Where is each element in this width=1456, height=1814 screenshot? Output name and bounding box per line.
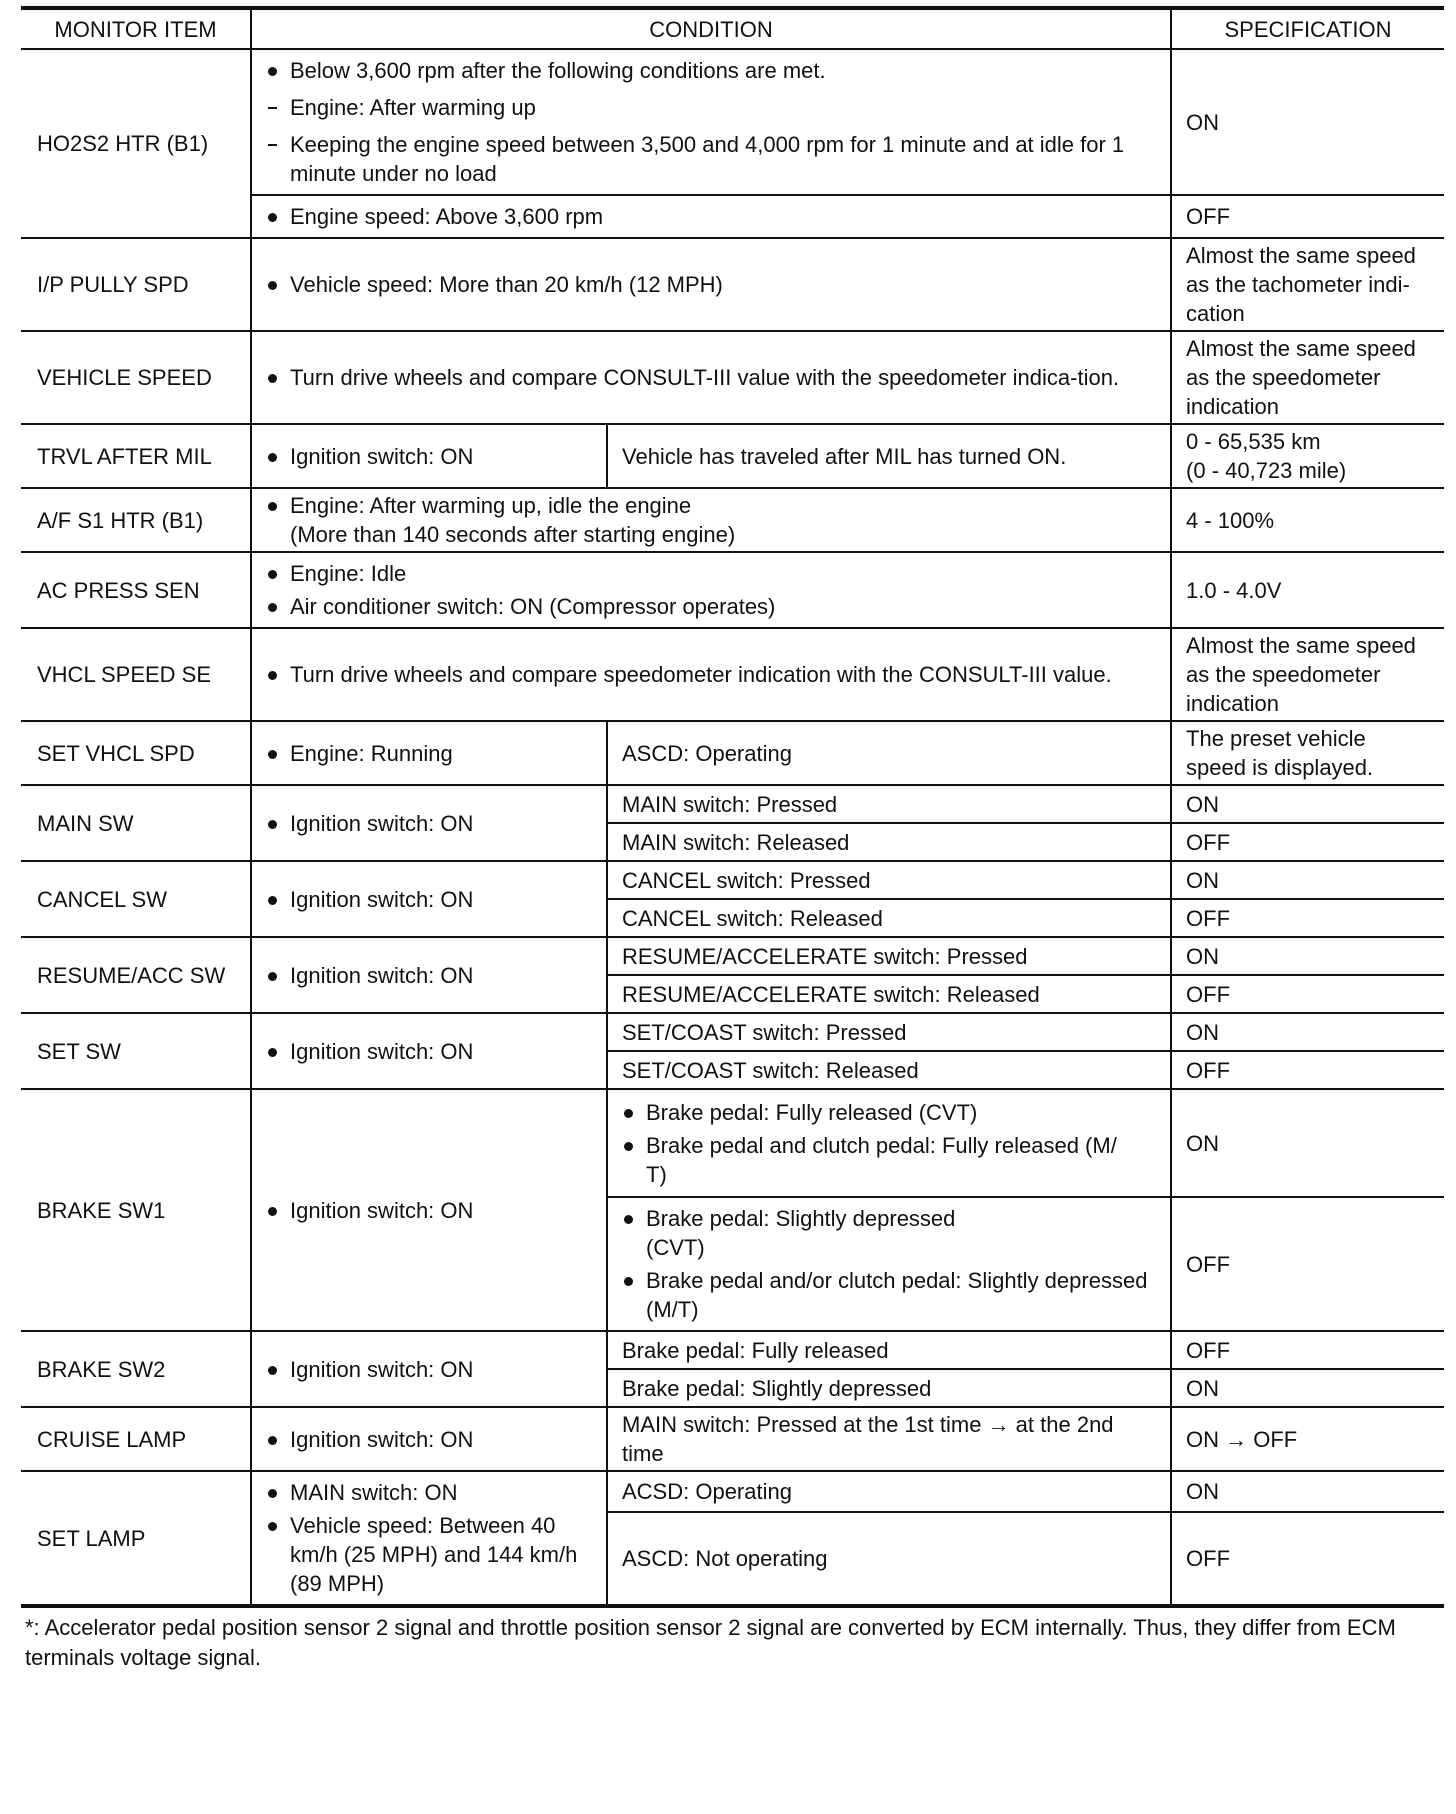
condition-bullet: Below 3,600 rpm after the following conditions are met.	[266, 56, 1156, 85]
specification-cell: 1.0 - 4.0V	[1171, 552, 1444, 628]
specification-cell: OFF	[1171, 899, 1444, 937]
monitor-item: BRAKE SW2	[21, 1331, 251, 1407]
condition-bullet: Ignition switch: ON	[266, 1196, 592, 1225]
header-condition: CONDITION	[251, 8, 1171, 49]
spec-line: (0 - 40,723 mile)	[1186, 458, 1347, 483]
condition-bullet: Vehicle speed: More than 20 km/h (12 MPH)	[266, 270, 1156, 299]
specification-cell	[1171, 424, 1444, 488]
condition-bullet	[622, 1204, 1156, 1262]
specification-cell: ON	[1171, 1013, 1444, 1051]
specification-cell: ON	[1171, 1471, 1444, 1512]
specification-cell: ON	[1171, 1089, 1444, 1197]
header-monitor-item: MONITOR ITEM	[21, 8, 251, 49]
condition-cell	[251, 785, 607, 861]
condition-detail-cell: CANCEL switch: Released	[607, 899, 1171, 937]
specification-cell: Almost the same speed as the speedometer indication	[1171, 628, 1444, 721]
table-row	[21, 49, 1444, 195]
table-row	[21, 861, 1444, 899]
condition-bullet: Brake pedal and/or clutch pedal: Slightly depressed (M/T)	[622, 1266, 1156, 1324]
condition-bullet: Turn drive wheels and compare CONSULT-III value with the speedometer indica-tion.	[266, 363, 1156, 392]
condition-cell	[251, 1089, 607, 1331]
condition-line: Brake pedal: Slightly depressed	[646, 1206, 956, 1231]
condition-bullet: Ignition switch: ON	[266, 809, 592, 838]
condition-cell	[251, 1407, 607, 1471]
spec-line: 0 - 65,535 km	[1186, 429, 1321, 454]
condition-cell	[251, 861, 607, 937]
table-row	[21, 424, 1444, 488]
table-row	[21, 1013, 1444, 1051]
condition-bullet: Turn drive wheels and compare speedometer indication with the CONSULT-III value.	[266, 660, 1156, 689]
table-row	[21, 721, 1444, 785]
condition-detail-cell: SET/COAST switch: Pressed	[607, 1013, 1171, 1051]
table-row	[21, 238, 1444, 331]
condition-cell	[251, 628, 1171, 721]
condition-cell	[251, 49, 1171, 195]
specification-cell: OFF	[1171, 823, 1444, 861]
condition-bullet: Ignition switch: ON	[266, 1425, 592, 1454]
monitor-item: CANCEL SW	[21, 861, 251, 937]
condition-detail-cell: Brake pedal: Slightly depressed	[607, 1369, 1171, 1407]
condition-bullet	[622, 1131, 1156, 1189]
monitor-item: A/F S1 HTR (B1)	[21, 488, 251, 552]
document-page	[21, 6, 1444, 1673]
table-row	[21, 1331, 1444, 1369]
condition-bullet: Ignition switch: ON	[266, 961, 592, 990]
condition-detail-cell: RESUME/ACCELERATE switch: Released	[607, 975, 1171, 1013]
condition-bullet: Engine: Idle	[266, 559, 1156, 588]
condition-detail-cell: ASCD: Not operating	[607, 1512, 1171, 1606]
specification-cell: OFF	[1171, 1512, 1444, 1606]
table-row	[21, 785, 1444, 823]
condition-line: Brake pedal and clutch pedal: Fully released (M/	[646, 1132, 1117, 1158]
monitor-item: AC PRESS SEN	[21, 552, 251, 628]
table-row	[21, 937, 1444, 975]
header-specification: SPECIFICATION	[1171, 8, 1444, 49]
table-row	[21, 628, 1444, 721]
monitor-item: HO2S2 HTR (B1)	[21, 49, 251, 238]
monitor-item: SET LAMP	[21, 1471, 251, 1606]
specification-cell: ON	[1171, 937, 1444, 975]
condition-cell	[251, 238, 1171, 331]
specification-cell: OFF	[1171, 195, 1444, 238]
specification-cell: OFF	[1171, 1197, 1444, 1331]
condition-detail-cell	[607, 1197, 1171, 1331]
monitor-item: RESUME/ACC SW	[21, 937, 251, 1013]
monitor-item: CRUISE LAMP	[21, 1407, 251, 1471]
specification-cell: OFF	[1171, 975, 1444, 1013]
condition-cell	[251, 721, 607, 785]
table-row	[21, 1471, 1444, 1512]
specification-cell: OFF	[1171, 1051, 1444, 1089]
specification-cell: ON	[1171, 1369, 1444, 1407]
condition-line: Engine: After warming up, idle the engine	[290, 493, 692, 518]
condition-line: (More than 140 seconds after starting engine)	[290, 522, 736, 547]
condition-bullet: Ignition switch: ON	[266, 442, 592, 471]
condition-bullet: Air conditioner switch: ON (Compressor operates)	[266, 592, 1156, 621]
monitor-item: SET VHCL SPD	[21, 721, 251, 785]
condition-detail-cell: SET/COAST switch: Released	[607, 1051, 1171, 1089]
monitor-item: BRAKE SW1	[21, 1089, 251, 1331]
table-row	[21, 331, 1444, 424]
monitor-item: TRVL AFTER MIL	[21, 424, 251, 488]
condition-cell	[251, 1331, 607, 1407]
footnote: *: Accelerator pedal position sensor 2 signal and throttle position sensor 2 signal are converted by ECM internally. Thus, they differ from ECM terminals voltage signal.	[25, 1615, 1396, 1670]
specification-cell: ON	[1171, 861, 1444, 899]
condition-bullet	[266, 491, 1156, 549]
table-row	[21, 552, 1444, 628]
monitor-item: I/P PULLY SPD	[21, 238, 251, 331]
condition-bullet: Engine: Running	[266, 739, 592, 768]
condition-bullet: Vehicle speed: Between 40 km/h (25 MPH) and 144 km/h (89 MPH)	[266, 1511, 592, 1598]
monitor-item: VHCL SPEED SE	[21, 628, 251, 721]
condition-line: (CVT)	[646, 1235, 705, 1260]
condition-detail-cell: CANCEL switch: Pressed	[607, 861, 1171, 899]
condition-cell	[251, 488, 1171, 552]
condition-line: T)	[646, 1161, 667, 1187]
monitor-item-table	[21, 6, 1444, 1608]
condition-cell	[251, 195, 1171, 238]
monitor-item: SET SW	[21, 1013, 251, 1089]
specification-cell: The preset vehicle speed is displayed.	[1171, 721, 1444, 785]
condition-detail-cell: RESUME/ACCELERATE switch: Pressed	[607, 937, 1171, 975]
condition-detail-cell: ACSD: Operating	[607, 1471, 1171, 1512]
condition-bullet: Brake pedal: Fully released (CVT)	[622, 1098, 1156, 1127]
condition-detail-cell: MAIN switch: Released	[607, 823, 1171, 861]
monitor-item: MAIN SW	[21, 785, 251, 861]
condition-bullet: Engine speed: Above 3,600 rpm	[266, 202, 1156, 231]
specification-cell: Almost the same speed as the speedometer indication	[1171, 331, 1444, 424]
specification-cell: ON → OFF	[1171, 1407, 1444, 1471]
condition-bullet: Ignition switch: ON	[266, 1037, 592, 1066]
condition-cell	[251, 1471, 607, 1606]
specification-cell: ON	[1171, 785, 1444, 823]
condition-detail-cell: Vehicle has traveled after MIL has turned ON.	[607, 424, 1171, 488]
table-row	[21, 1089, 1444, 1197]
condition-detail-cell: ASCD: Operating	[607, 721, 1171, 785]
specification-cell: ON	[1171, 49, 1444, 195]
table-row	[21, 488, 1444, 552]
condition-cell	[251, 937, 607, 1013]
condition-bullet: Ignition switch: ON	[266, 1355, 592, 1384]
condition-dash: Engine: After warming up	[266, 93, 1156, 122]
specification-cell: 4 - 100%	[1171, 488, 1444, 552]
condition-cell	[251, 1013, 607, 1089]
condition-cell	[251, 331, 1171, 424]
condition-cell	[251, 552, 1171, 628]
condition-detail-cell: MAIN switch: Pressed at the 1st time → at the 2nd time	[607, 1407, 1171, 1471]
condition-bullet: MAIN switch: ON	[266, 1478, 592, 1507]
condition-dash: Keeping the engine speed between 3,500 and 4,000 rpm for 1 minute and at idle for 1 minute under no load	[266, 130, 1156, 188]
condition-cell	[251, 424, 607, 488]
table-row	[21, 1407, 1444, 1471]
condition-bullet: Ignition switch: ON	[266, 885, 592, 914]
table-header-row	[21, 8, 1444, 49]
condition-detail-cell: Brake pedal: Fully released	[607, 1331, 1171, 1369]
specification-cell: Almost the same speed as the tachometer indi-cation	[1171, 238, 1444, 331]
condition-detail-cell	[607, 1089, 1171, 1197]
specification-cell: OFF	[1171, 1331, 1444, 1369]
monitor-item: VEHICLE SPEED	[21, 331, 251, 424]
condition-detail-cell: MAIN switch: Pressed	[607, 785, 1171, 823]
